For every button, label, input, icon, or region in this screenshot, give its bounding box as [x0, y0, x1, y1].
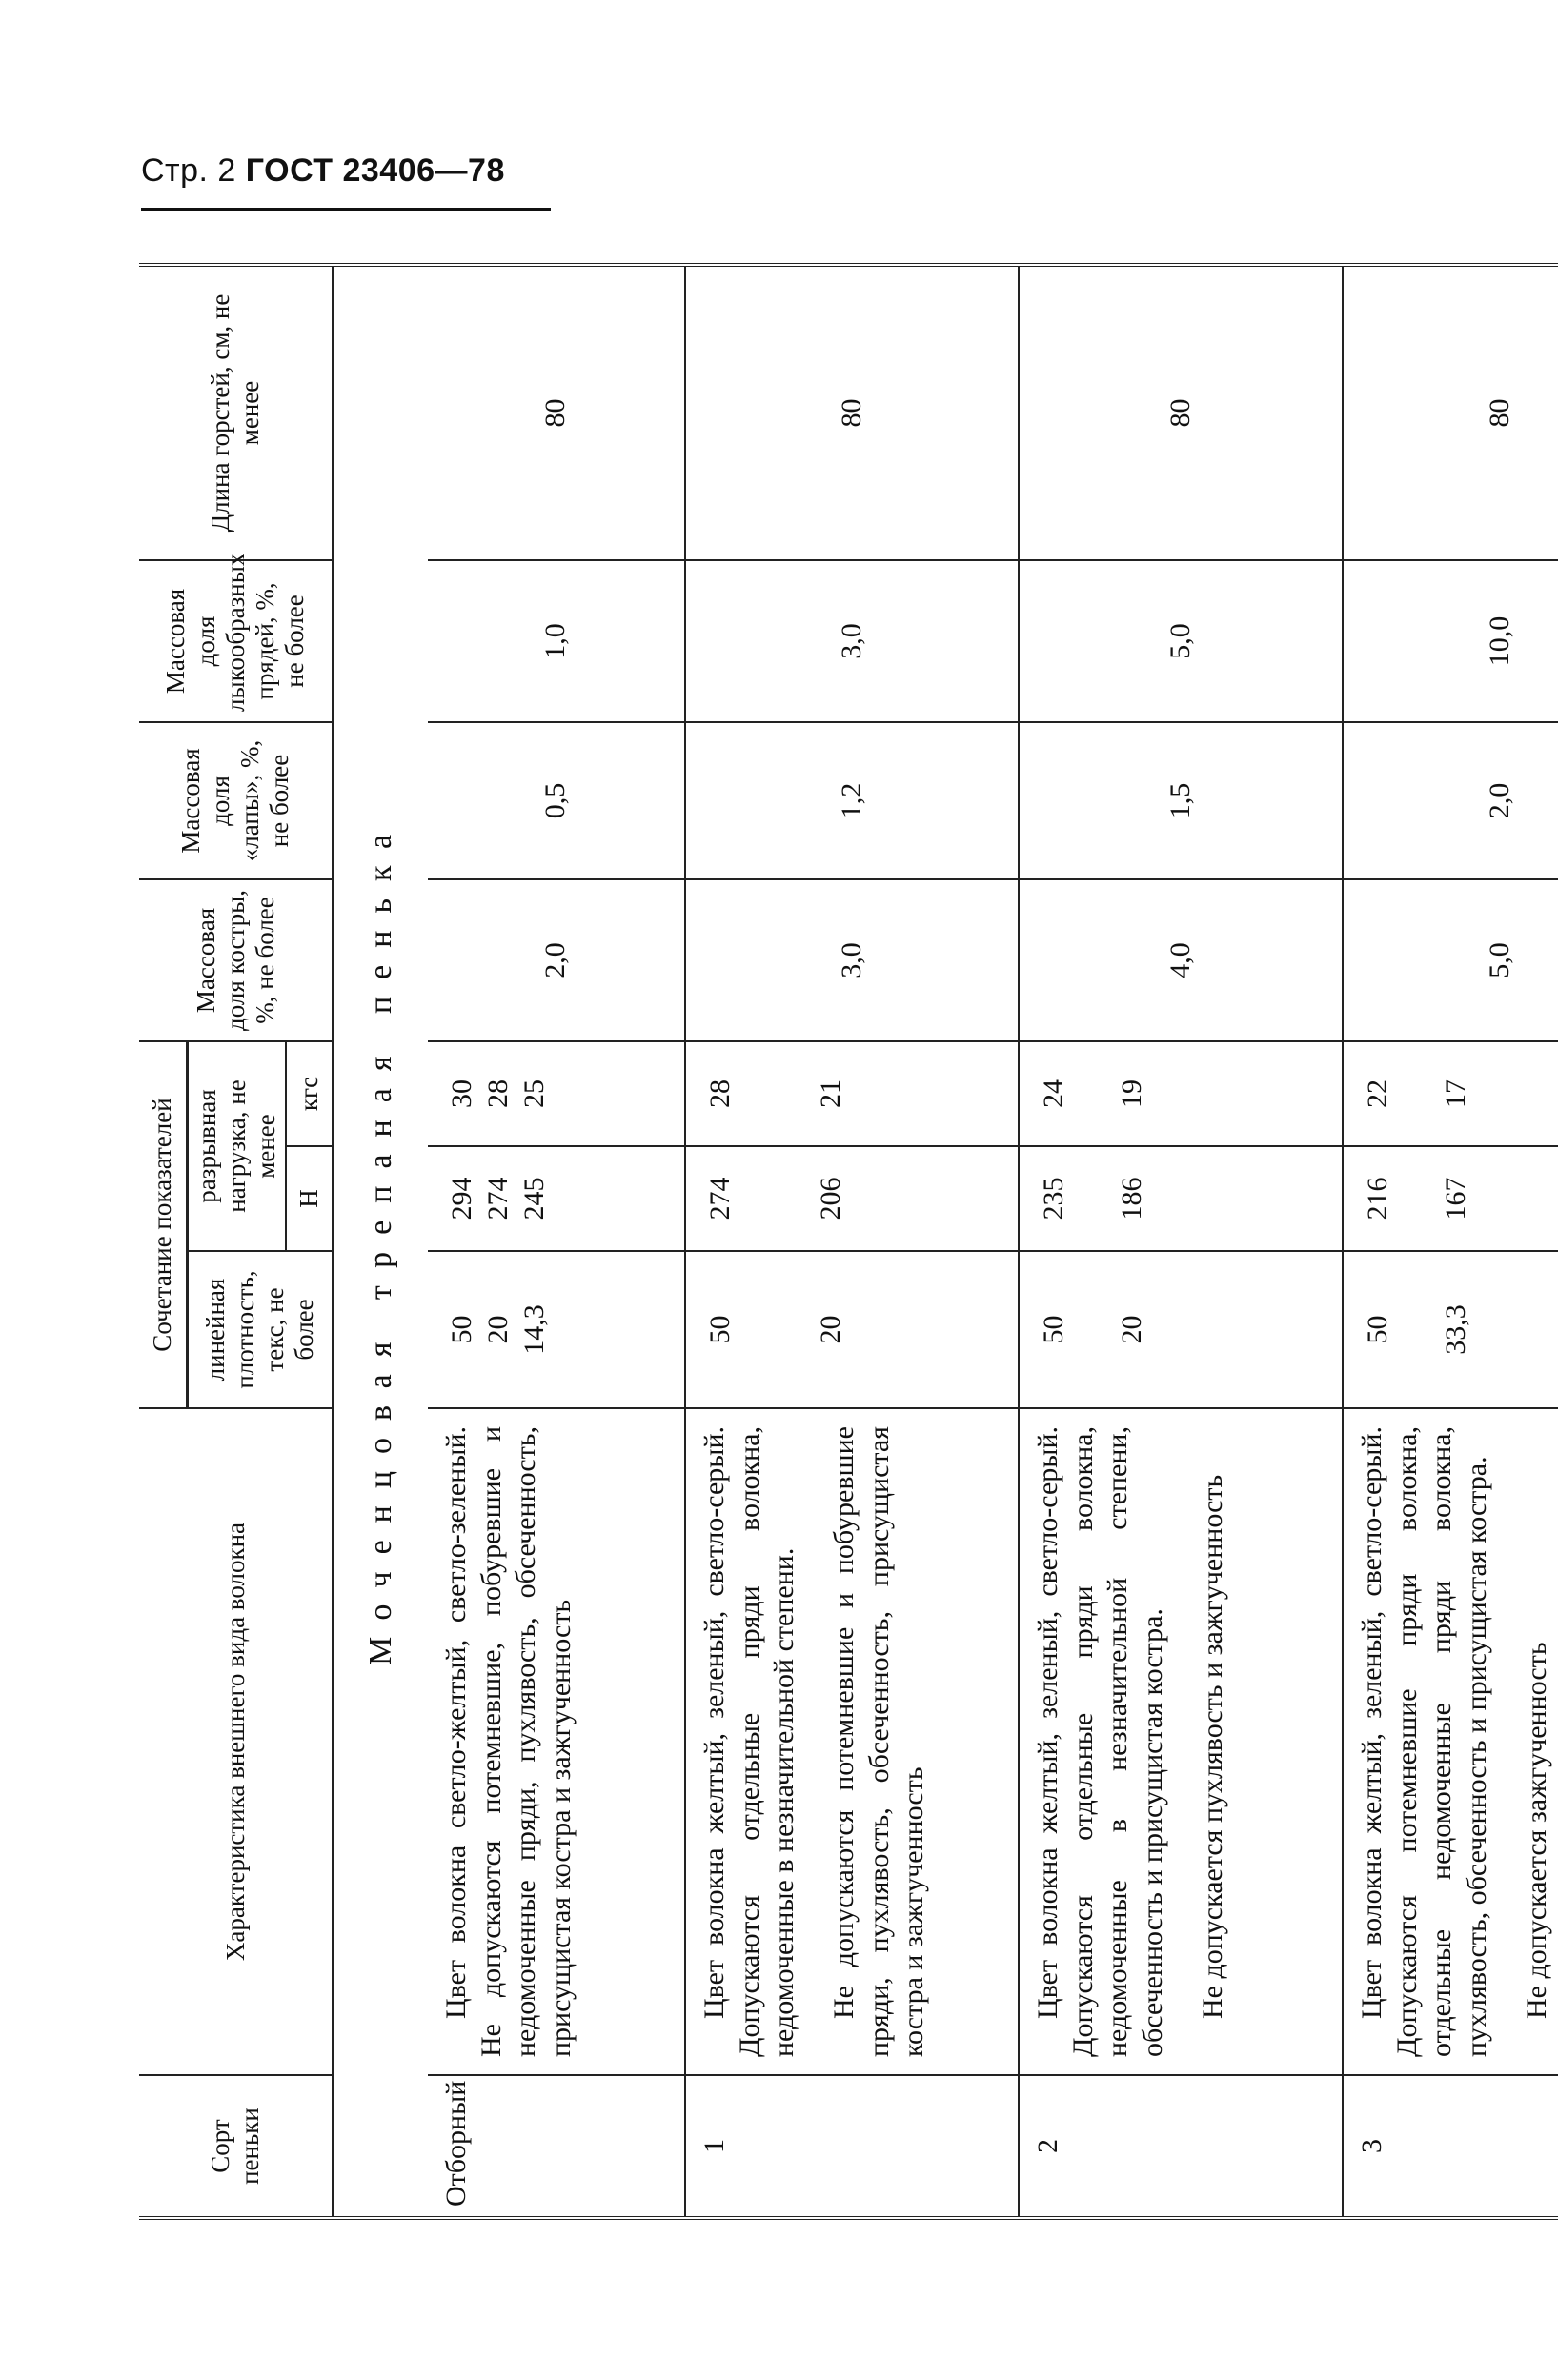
grade-specification-table — [139, 263, 1558, 2220]
col-header-description: Характеристика внешнего вида волокна — [139, 1408, 334, 2075]
value: 30 — [446, 1079, 478, 1108]
cell-length: 80 — [685, 265, 1019, 560]
cell-grade: 2 — [1019, 2075, 1343, 2218]
cell-load-n — [685, 1146, 1019, 1251]
cell-grade: Отборный — [428, 2075, 685, 2218]
cell-load-kgs — [1019, 1041, 1343, 1146]
value: 25 — [518, 1079, 551, 1108]
description-paragraph: Не допускается зажгученность — [1520, 1642, 1552, 2019]
cell-load-kgs — [1343, 1041, 1558, 1146]
value: 206 — [814, 1177, 846, 1220]
value: 50 — [1038, 1315, 1070, 1344]
cell-description — [428, 1408, 685, 2075]
cell-density — [685, 1251, 1019, 1408]
cell-description — [685, 1408, 1019, 2075]
col-header-load-kgs: кгс — [286, 1041, 334, 1146]
cell-lapy: 1,2 — [685, 722, 1019, 879]
col-header-combination: Сочетание показателей — [139, 1041, 187, 1408]
value: 186 — [1115, 1177, 1147, 1220]
description-paragraph: Цвет волокна желтый, зеленый, светло-серый. Допускаются отдельные пряди волокна, недомоченные в незначительной степени, обсеченность и присущистая костра. — [1032, 1426, 1168, 2057]
cell-load-kgs — [685, 1041, 1019, 1146]
value: 22 — [1362, 1079, 1394, 1108]
cell-shives: 4,0 — [1019, 879, 1343, 1041]
value: 50 — [1362, 1315, 1394, 1344]
value: 274 — [482, 1177, 515, 1220]
page-number: Стр. 2 — [141, 152, 236, 189]
description-paragraph: Цвет волокна желтый, зеленый, светло-серый. Допускаются отдельные пряди волокна, недомоченные в незначительной степени. — [698, 1426, 800, 2057]
value: 216 — [1362, 1177, 1394, 1220]
value: 28 — [704, 1079, 737, 1108]
col-header-grade: Сорт пеньки — [139, 2075, 334, 2218]
value: 20 — [814, 1315, 846, 1344]
value: 50 — [704, 1315, 737, 1344]
value: 24 — [1038, 1079, 1070, 1108]
table-row — [1343, 265, 1558, 2218]
cell-density — [428, 1251, 685, 1408]
page-header — [141, 152, 505, 190]
col-header-load: разрывная нагрузка, не менее — [187, 1041, 286, 1251]
cell-lapy: 0,5 — [428, 722, 685, 879]
col-header-shives: Массовая доля костры, %, не более — [139, 879, 334, 1041]
cell-load-kgs — [428, 1041, 685, 1146]
standard-number: ГОСТ 23406—78 — [245, 152, 505, 189]
cell-length: 80 — [1343, 265, 1558, 560]
cell-grade: 3 — [1343, 2075, 1558, 2218]
value: 50 — [446, 1315, 478, 1344]
cell-skis: 3,0 — [685, 560, 1019, 722]
table-row — [685, 265, 1019, 2218]
cell-shives: 3,0 — [685, 879, 1019, 1041]
table-row — [428, 265, 685, 2218]
value: 20 — [1115, 1315, 1147, 1344]
value: 294 — [446, 1177, 478, 1220]
col-header-load-n: Н — [286, 1146, 334, 1251]
value: 28 — [482, 1079, 515, 1108]
cell-lapy: 1,5 — [1019, 722, 1343, 879]
cell-skis: 10,0 — [1343, 560, 1558, 722]
cell-shives: 5,0 — [1343, 879, 1558, 1041]
description-paragraph: Не допускается пухлявость и зажгученность — [1196, 1474, 1228, 2019]
col-header-skis: Массовая доля лыкообразных прядей, %, не более — [139, 560, 334, 722]
cell-description — [1343, 1408, 1558, 2075]
col-header-density: линейная плотность, текс, не более — [187, 1251, 334, 1408]
cell-load-n — [1343, 1146, 1558, 1251]
cell-load-n — [1019, 1146, 1343, 1251]
value: 245 — [518, 1177, 551, 1220]
description-paragraph: Цвет волокна желтый, зеленый, светло-серый. Допускаются потемневшие пряди волокна, отдельные недомоченные пряди волокна, пухлявость, обсеченность и присущистая костра. — [1356, 1426, 1492, 2057]
description-paragraph: Цвет волокна светло-желтый, светло-зеленый. Не допускаются потемневшие, побуревшие и недомоченные пряди, пухлявость, обсеченность, присущистая костра и зажгученность — [440, 1426, 577, 2057]
cell-density — [1019, 1251, 1343, 1408]
col-header-lapy: Массовая доля «лапы», %, не более — [139, 722, 334, 879]
value: 20 — [482, 1315, 515, 1344]
cell-load-n — [428, 1146, 685, 1251]
value: 274 — [704, 1177, 737, 1220]
cell-skis: 1,0 — [428, 560, 685, 722]
cell-shives: 2,0 — [428, 879, 685, 1041]
col-header-length: Длина горстей, см, не менее — [139, 265, 334, 560]
cell-lapy: 2,0 — [1343, 722, 1558, 879]
cell-grade: 1 — [685, 2075, 1019, 2218]
cell-length: 80 — [428, 265, 685, 560]
value: 14,3 — [518, 1304, 551, 1355]
header-rule — [141, 208, 551, 211]
value: 167 — [1439, 1177, 1471, 1220]
section-title: Моченцовая трепаная пенька — [334, 265, 429, 2218]
description-paragraph: Не допускаются потемневшие и побуревшие пряди, пухлявость, обсеченность, присущистая костра и зажгученность — [827, 1426, 930, 2057]
cell-description — [1019, 1408, 1343, 2075]
cell-skis: 5,0 — [1019, 560, 1343, 722]
rotated-table-container — [139, 267, 1552, 2220]
value: 33,3 — [1439, 1304, 1471, 1355]
value: 235 — [1038, 1177, 1070, 1220]
cell-length: 80 — [1019, 265, 1343, 560]
table-row — [1019, 265, 1343, 2218]
value: 21 — [814, 1079, 846, 1108]
value: 17 — [1439, 1079, 1471, 1108]
cell-density — [1343, 1251, 1558, 1408]
value: 19 — [1115, 1079, 1147, 1108]
